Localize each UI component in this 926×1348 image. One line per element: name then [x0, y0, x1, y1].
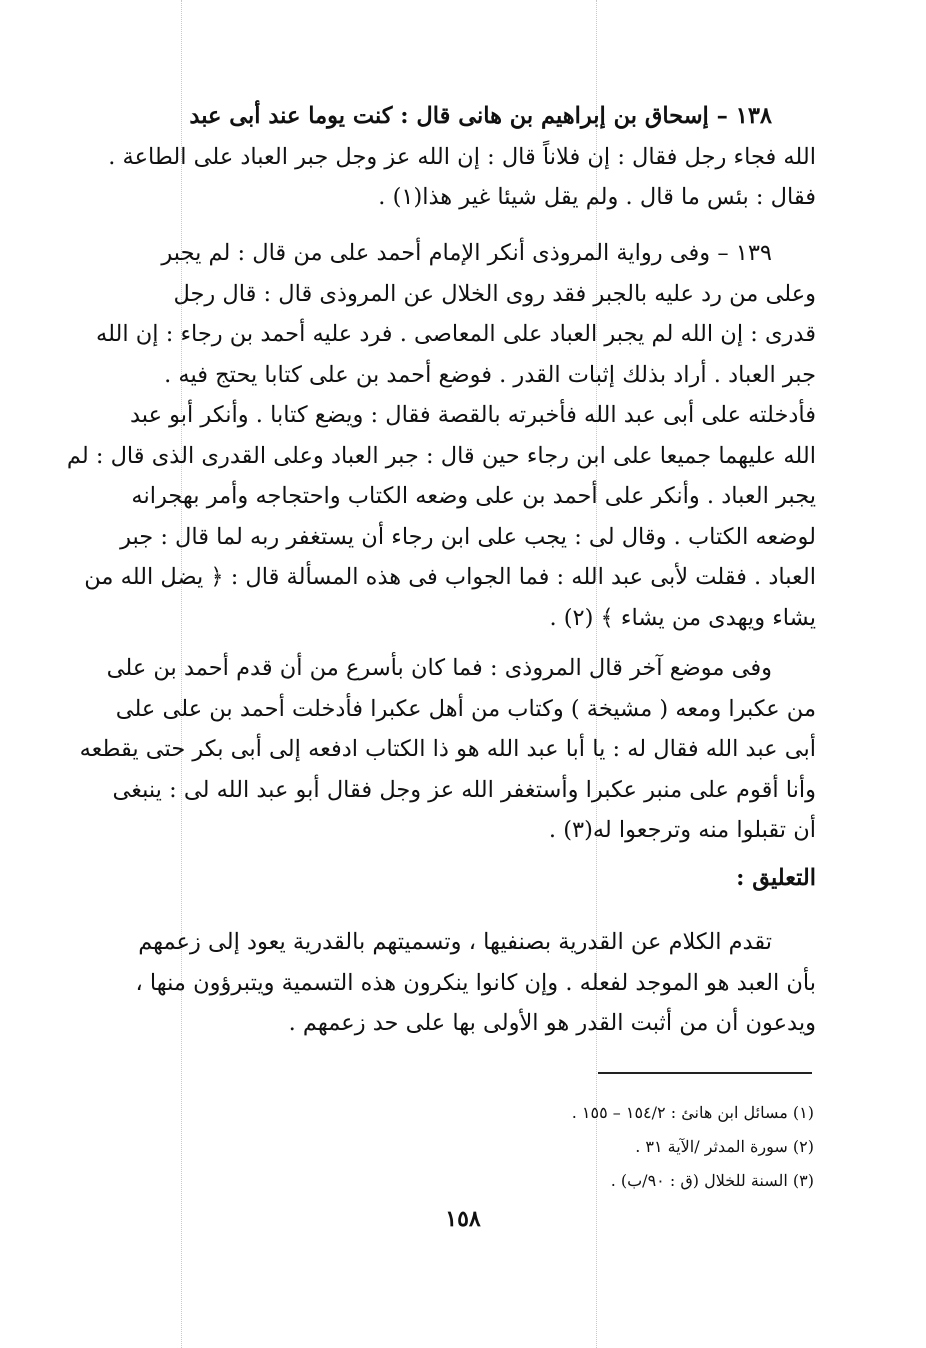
- text-line: ١٣٨ – إسحاق بن إبراهيم بن هانى قال : كنت يوما عند أبى عبد: [189, 103, 772, 129]
- text-line: قدرى : إن الله لم يجبر العباد على المعاصى . فرد عليه أحمد بن رجاء : إن الله: [96, 321, 816, 347]
- paragraph-other-narration: [79, 648, 816, 851]
- text-line: جبر العباد . أراد بذلك إثبات القدر . فوضع أحمد بن على كتابا يحتج فيه .: [164, 361, 816, 388]
- commentary-heading-block: [106, 858, 816, 899]
- text-line: الله عليهما جميعا على ابن رجاء حين قال : جبر العباد وعلى القدرى الذى قال : لم: [66, 442, 816, 469]
- text-line: لوضعه الكتاب . وقال لى : يجب على ابن رجاء أن يستغفر ربه لما قال : جبر: [120, 523, 816, 550]
- text-line: ويدعون أن من أثبت القدر هو الأولى بها على حد زعمهم .: [288, 1010, 816, 1036]
- footnote-separator: [598, 1072, 812, 1074]
- paragraph-139: [66, 233, 816, 638]
- footnotes: [114, 1096, 814, 1198]
- text-line: أن تقبلوا منه وترجعوا له(٣) .: [548, 817, 816, 843]
- text-line: بأن العبد هو الموجد لفعله . وإن كانوا ينكرون هذه التسمية ويتبرؤون منها ،: [135, 969, 816, 996]
- text-line: فقال : بئس ما قال . ولم يقل شيئا غير هذا(١) .: [378, 184, 816, 210]
- paragraph-commentary: [106, 922, 816, 1044]
- text-line: يشاء ويهدى من يشاء ﴾ (٢) .: [549, 604, 816, 631]
- text-line: وفى موضع آخر قال المروذى : فما كان بأسرع من أن قدم أحمد بن على: [106, 655, 772, 681]
- text-line: أبى عبد الله فقال له : يا أبا عبد الله هو ذا الكتاب ادفعه إلى أبى بكر حتى يقطعه: [79, 736, 816, 762]
- footnote: (٢) سورة المدثر /الآية ٣١ .: [635, 1137, 814, 1156]
- page-number: ١٥٨: [445, 1206, 481, 1232]
- text-line: وأنا أقوم على منبر عكبرا وأستغفر الله عز وجل فقال أبو عبد الله لى : ينبغى: [112, 776, 816, 803]
- section-heading: التعليق :: [736, 865, 816, 891]
- text-line: ١٣٩ – وفى رواية المروذى أنكر الإمام أحمد على من قال : لم يجبر: [161, 240, 772, 266]
- footnote: (٣) السنة للخلال (ق : ٩٠/ب) .: [610, 1171, 814, 1190]
- text-line: من عكبرا ومعه ( مشيخة ) وكتاب من أهل عكبرا فأدخلت أحمد بن على على: [115, 695, 816, 722]
- footnote: (١) مسائل ابن هانئ : ١٥٤/٢ – ١٥٥ .: [571, 1103, 814, 1122]
- text-line: الله فجاء رجل فقال : إن فلاناً قال : إن الله عز وجل جبر العباد على الطاعة .: [108, 143, 816, 170]
- text-line: العباد . فقلت لأبى عبد الله : فما الجواب فى هذه المسألة قال : ﴿ يضل الله من: [84, 564, 816, 590]
- text-line: فأدخلته على أبى عبد الله فأخبرته بالقصة فقال : ويضع كتابا . وأنكر أبو عبد: [129, 402, 816, 428]
- text-line: تقدم الكلام عن القدرية بصنفيها ، وتسميتهم بالقدرية يعود إلى زعمهم: [138, 929, 772, 955]
- text-line: وعلى من رد عليه بالجبر فقد روى الخلال عن المروذى قال : قال رجل: [173, 280, 816, 307]
- text-line: يجبر العباد . وأنكر على أحمد بن على وضعه الكتاب واحتجاجه وأمر بهجرانه: [131, 483, 816, 509]
- paragraph-138: [106, 96, 816, 218]
